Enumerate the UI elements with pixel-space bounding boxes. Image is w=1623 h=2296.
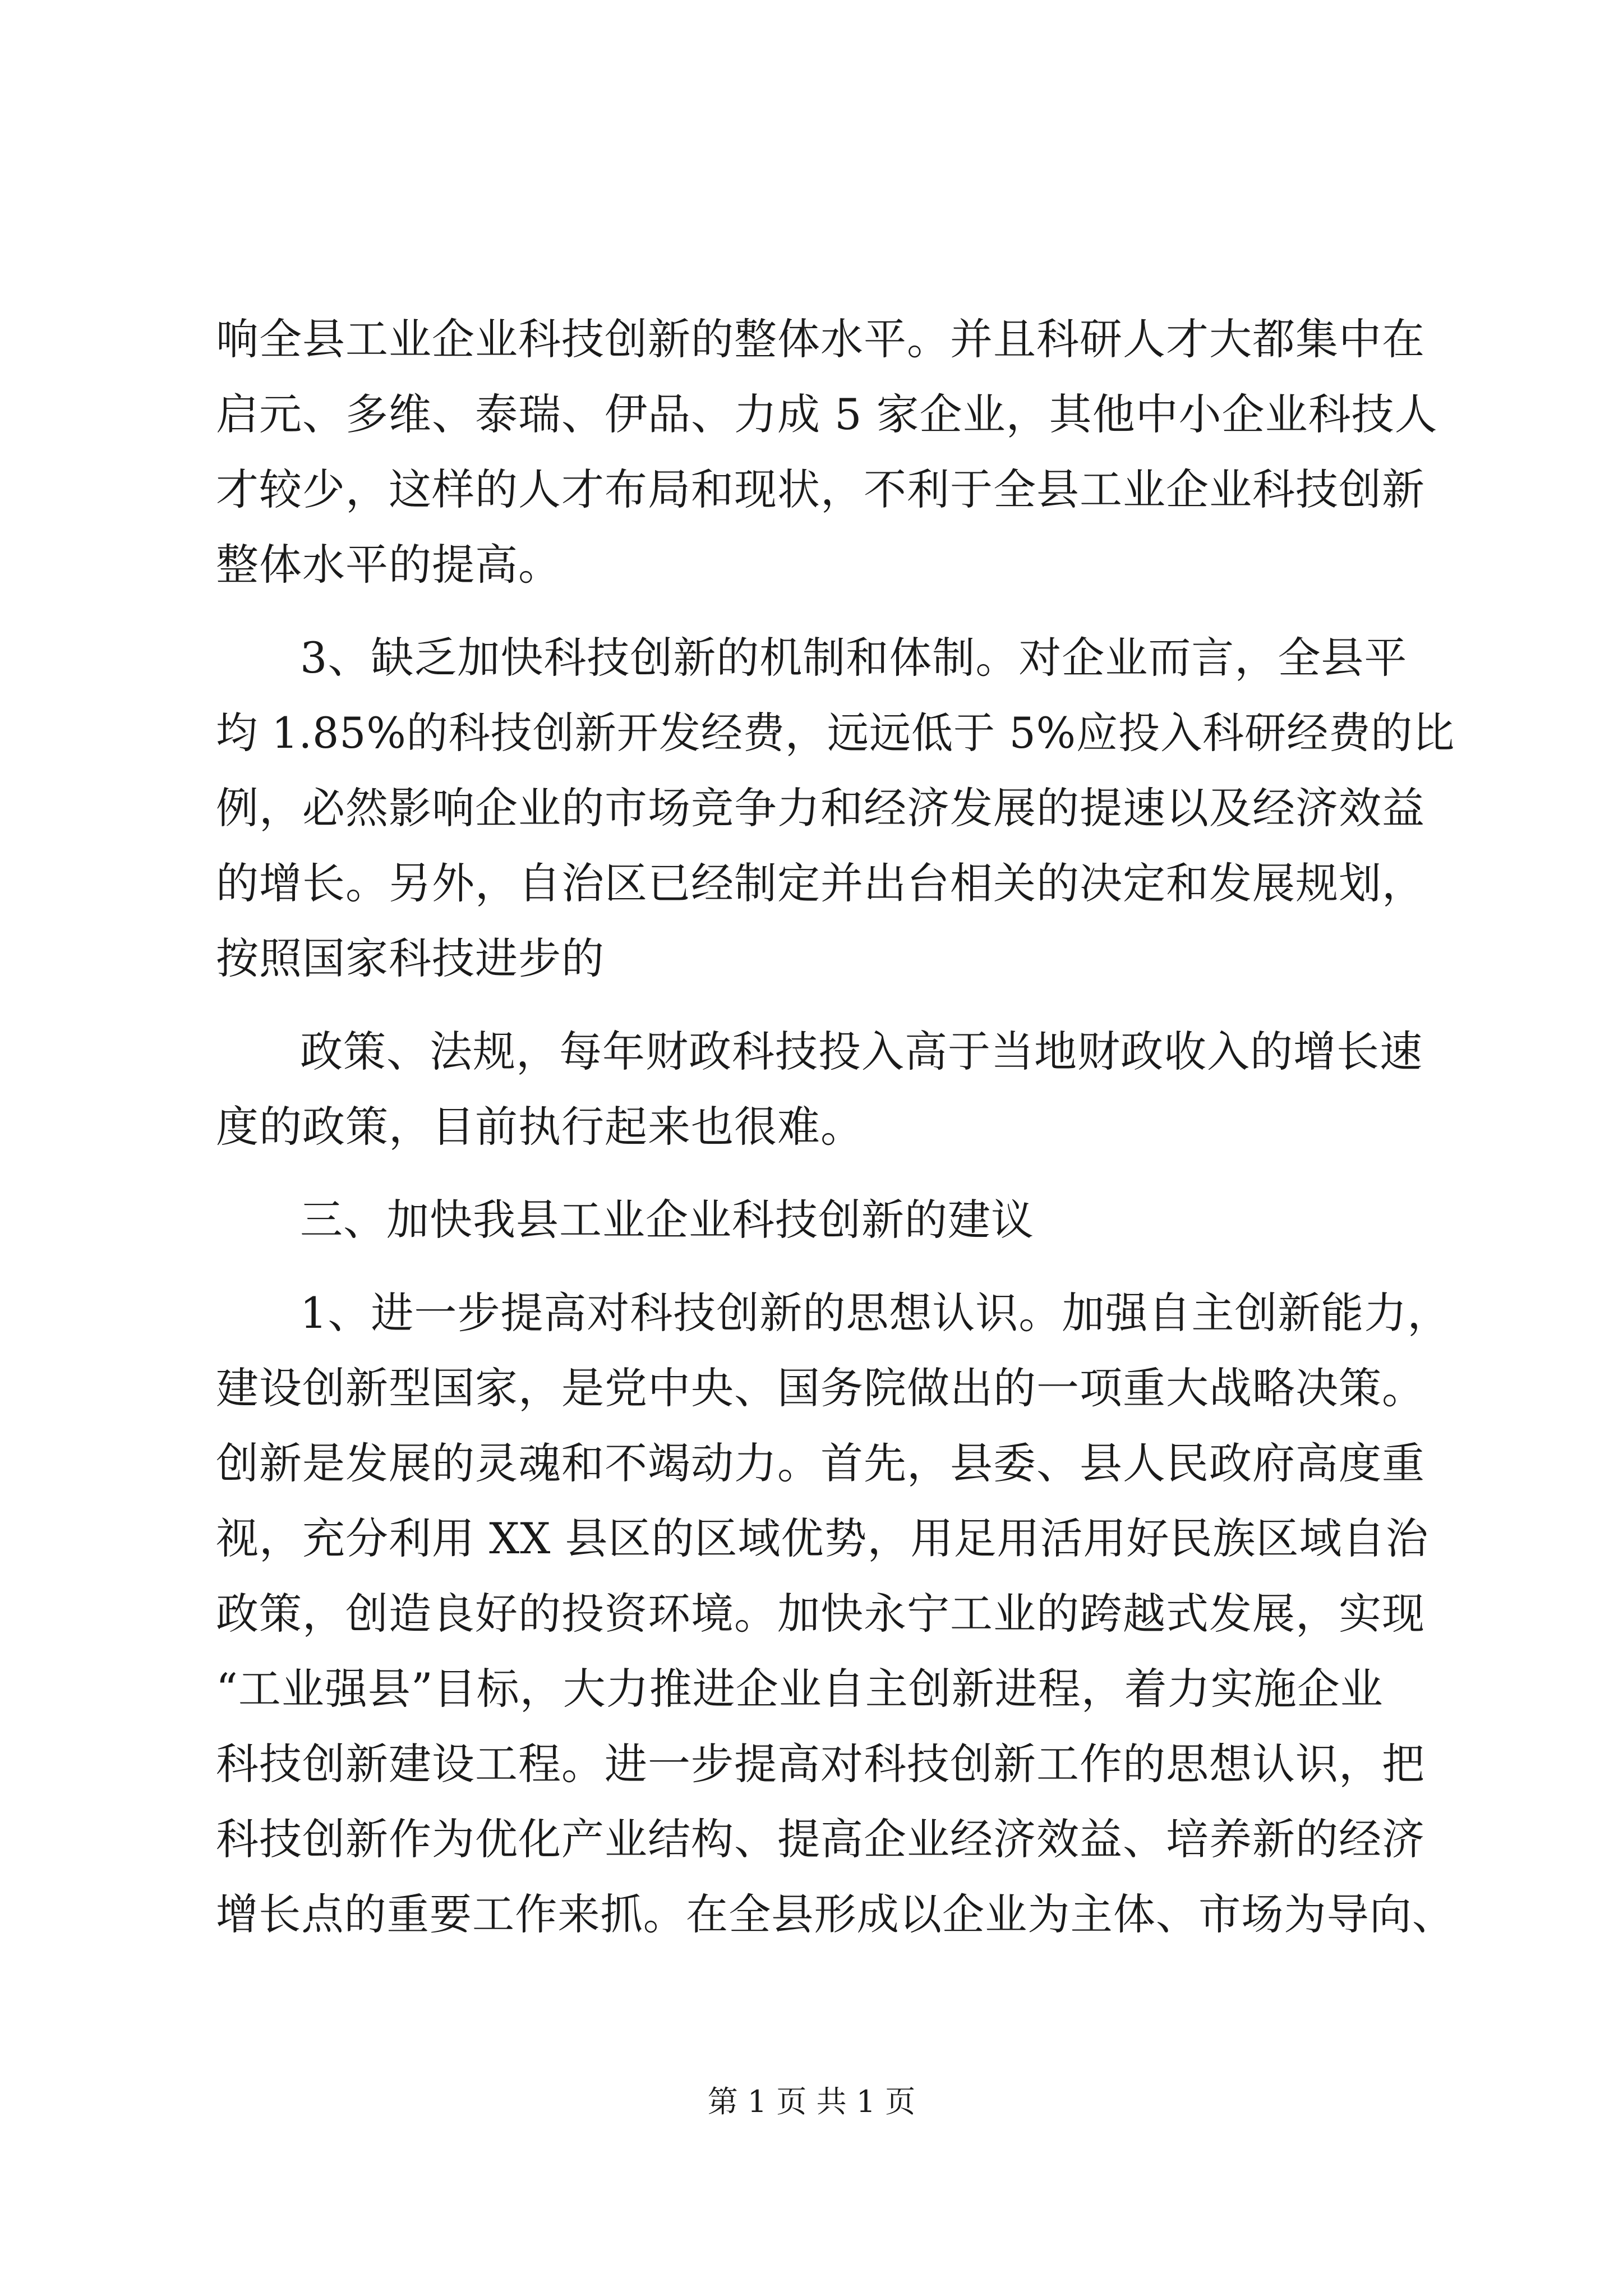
section-heading: 三、加快我县工业企业科技创新的建议 — [300, 1195, 1034, 1245]
body-line: 的增长。另外，自治区已经制定并出台相关的决定和发展规划， — [216, 858, 1425, 908]
body-line: 科技创新作为优化产业结构、提高企业经济效益、培养新的经济 — [216, 1814, 1425, 1864]
body-line: 启元、多维、泰瑞、伊品、力成 5 家企业，其他中小企业科技人 — [216, 389, 1438, 439]
page-footer: 第 1 页 共 1 页 — [707, 2084, 916, 2119]
body-line: “工业强县”目标，大力推进企业自主创新进程，着力实施企业 — [216, 1664, 1384, 1714]
body-line: 3、缺乏加快科技创新的机制和体制。对企业而言，全县平 — [300, 633, 1408, 683]
body-line: 按照国家科技进步的 — [216, 933, 605, 983]
body-line: 响全县工业企业科技创新的整体水平。并且科研人才大都集中在 — [216, 314, 1425, 364]
body-line: 1、进一步提高对科技创新的思想认识。加强自主创新能力， — [300, 1288, 1451, 1338]
body-line: 政策，创造良好的投资环境。加快永宁工业的跨越式发展，实现 — [216, 1589, 1425, 1639]
body-line: 政策、法规，每年财政科技投入高于当地财政收入的增长速 — [300, 1027, 1423, 1076]
body-line: 均 1.85%的科技创新开发经费，远远低于 5%应投入科研经费的比 — [216, 708, 1455, 758]
body-line: 创新是发展的灵魂和不竭动力。首先，县委、县人民政府高度重 — [216, 1438, 1425, 1488]
body-line: 度的政策，目前执行起来也很难。 — [216, 1102, 864, 1152]
body-line: 建设创新型国家，是党中央、国务院做出的一项重大战略决策。 — [216, 1363, 1425, 1413]
body-line: 才较少，这样的人才布局和现状，不利于全县工业企业科技创新 — [216, 464, 1425, 514]
body-line: 增长点的重要工作来抓。在全县形成以企业为主体、市场为导向、 — [216, 1889, 1455, 1939]
body-line: 整体水平的提高。 — [216, 540, 561, 590]
body-line: 例，必然影响企业的市场竞争力和经济发展的提速以及经济效益 — [216, 783, 1425, 833]
body-line: 科技创新建设工程。进一步提高对科技创新工作的思想认识，把 — [216, 1739, 1425, 1789]
body-line: 视，充分利用 XX 县区的区域优势，用足用活用好民族区域自治 — [216, 1513, 1429, 1563]
